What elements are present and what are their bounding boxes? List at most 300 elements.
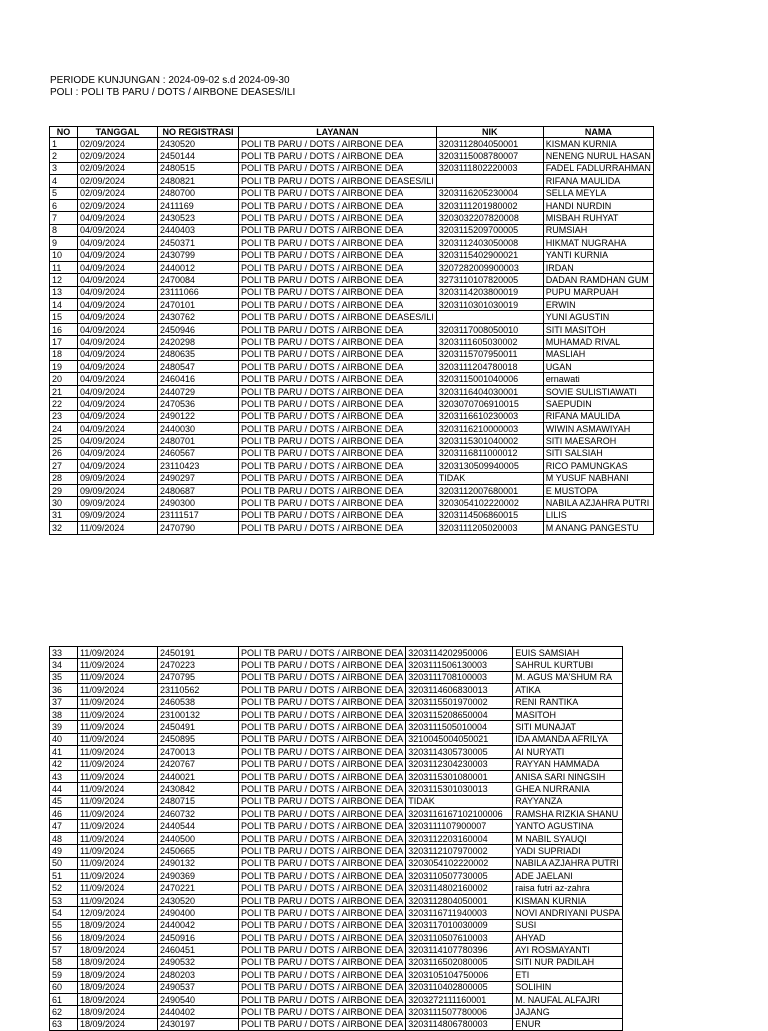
cell-no: 46 <box>50 808 78 820</box>
cell-no-registrasi: 23111066 <box>158 286 239 298</box>
cell-no: 38 <box>50 708 78 720</box>
cell-no-registrasi: 2420298 <box>158 336 239 348</box>
cell-no-registrasi: 2440729 <box>158 385 239 397</box>
table-row <box>50 894 623 906</box>
cell-no: 2 <box>50 150 78 162</box>
cell-no: 16 <box>50 323 78 335</box>
table-row <box>50 758 623 770</box>
cell-nama: GHEA NURRANIA <box>513 783 623 795</box>
cell-layanan: POLI TB PARU / DOTS / AIRBONE DEA <box>239 484 437 496</box>
cell-tanggal: 18/09/2024 <box>78 993 158 1005</box>
cell-no-registrasi: 2480700 <box>158 187 239 199</box>
cell-no-registrasi: 2430520 <box>158 894 239 906</box>
cell-no-registrasi: 2430197 <box>158 1018 239 1030</box>
cell-tanggal: 11/09/2024 <box>78 746 158 758</box>
cell-tanggal: 11/09/2024 <box>78 783 158 795</box>
cell-layanan: POLI TB PARU / DOTS / AIRBONE DEA <box>239 969 406 981</box>
cell-nik: 3203117008050010 <box>436 323 543 335</box>
cell-no-registrasi: 2440403 <box>158 224 239 236</box>
cell-no: 39 <box>50 721 78 733</box>
cell-no-registrasi: 2450491 <box>158 721 239 733</box>
cell-nik: 3210045004050021 <box>406 733 513 745</box>
cell-no-registrasi: 2480515 <box>158 162 239 174</box>
cell-layanan: POLI TB PARU / DOTS / AIRBONE DEA <box>239 981 406 993</box>
cell-tanggal: 11/09/2024 <box>78 845 158 857</box>
cell-layanan: POLI TB PARU / DOTS / AIRBONE DEA <box>239 522 437 534</box>
cell-no: 31 <box>50 509 78 521</box>
cell-nama: RAYYAN HAMMADA <box>513 758 623 770</box>
cell-layanan: POLI TB PARU / DOTS / AIRBONE DEA <box>239 931 406 943</box>
cell-no-registrasi: 2440042 <box>158 919 239 931</box>
cell-nik: 3203114806780003 <box>406 1018 513 1030</box>
cell-tanggal: 09/09/2024 <box>78 472 158 484</box>
cell-no: 7 <box>50 212 78 224</box>
cell-nama: MASLIAH <box>543 348 653 360</box>
header-no-registrasi: NO REGISTRASI <box>158 127 239 138</box>
table-row <box>50 460 654 472</box>
cell-nama: M NABIL SYAUQI <box>513 832 623 844</box>
cell-tanggal: 11/09/2024 <box>78 684 158 696</box>
cell-tanggal: 11/09/2024 <box>78 671 158 683</box>
cell-tanggal: 04/09/2024 <box>78 286 158 298</box>
cell-layanan: POLI TB PARU / DOTS / AIRBONE DEA <box>239 783 406 795</box>
table-row <box>50 162 654 174</box>
cell-tanggal: 11/09/2024 <box>78 721 158 733</box>
cell-layanan: POLI TB PARU / DOTS / AIRBONE DEA <box>239 746 406 758</box>
cell-layanan: POLI TB PARU / DOTS / AIRBONE DEA <box>239 882 406 894</box>
cell-no-registrasi: 2430799 <box>158 249 239 261</box>
header-nik: NIK <box>436 127 543 138</box>
cell-no: 43 <box>50 770 78 782</box>
cell-tanggal: 11/09/2024 <box>78 870 158 882</box>
cell-tanggal: 04/09/2024 <box>78 237 158 249</box>
cell-no: 55 <box>50 919 78 931</box>
cell-nama: RUMSIAH <box>543 224 653 236</box>
cell-layanan: POLI TB PARU / DOTS / AIRBONE DEA <box>239 435 437 447</box>
cell-nik: 3203112304230003 <box>406 758 513 770</box>
cell-nama: SITI MAESAROH <box>543 435 653 447</box>
cell-nama: MISBAH RUHYAT <box>543 212 653 224</box>
cell-no-registrasi: 2480203 <box>158 969 239 981</box>
cell-nik: 3203054102220002 <box>436 497 543 509</box>
cell-nama: NABILA AZJAHRA PUTRI <box>513 857 623 869</box>
cell-layanan: POLI TB PARU / DOTS / AIRBONE DEA <box>239 708 406 720</box>
cell-layanan: POLI TB PARU / DOTS / AIRBONE DEA <box>239 770 406 782</box>
cell-no: 53 <box>50 894 78 906</box>
cell-nik: 3203116610230003 <box>436 410 543 422</box>
cell-layanan: POLI TB PARU / DOTS / AIRBONE DEA <box>239 212 437 224</box>
table-row <box>50 733 623 745</box>
table-row <box>50 422 654 434</box>
cell-nik: 3203116502080005 <box>406 956 513 968</box>
cell-layanan: POLI TB PARU / DOTS / AIRBONE DEA <box>239 944 406 956</box>
cell-no-registrasi: 2420767 <box>158 758 239 770</box>
cell-no-registrasi: 23110562 <box>158 684 239 696</box>
cell-layanan: POLI TB PARU / DOTS / AIRBONE DEA <box>239 422 437 434</box>
cell-nama: ANISA SARI NINGSIH <box>513 770 623 782</box>
cell-no: 27 <box>50 460 78 472</box>
cell-nama: E MUSTOPA <box>543 484 653 496</box>
cell-nik: 3203115501970002 <box>406 696 513 708</box>
cell-no: 1 <box>50 138 78 150</box>
cell-nik: 3203112107970002 <box>406 845 513 857</box>
cell-tanggal: 09/09/2024 <box>78 509 158 521</box>
cell-layanan: POLI TB PARU / DOTS / AIRBONE DEA <box>239 274 437 286</box>
cell-nama: ENUR <box>513 1018 623 1030</box>
cell-no: 56 <box>50 931 78 943</box>
table-row <box>50 931 623 943</box>
header-nama: NAMA <box>543 127 653 138</box>
cell-nik: 3203114203800019 <box>436 286 543 298</box>
table-row <box>50 708 623 720</box>
cell-nik: 3203112007680001 <box>436 484 543 496</box>
cell-no: 9 <box>50 237 78 249</box>
cell-nama: DADAN RAMDHAN GUM <box>543 274 653 286</box>
table-row <box>50 956 623 968</box>
cell-nama: ETI <box>513 969 623 981</box>
cell-nama: JAJANG <box>513 1006 623 1018</box>
header-tanggal: TANGGAL <box>78 127 158 138</box>
cell-tanggal: 11/09/2024 <box>78 832 158 844</box>
cell-no: 42 <box>50 758 78 770</box>
cell-layanan: POLI TB PARU / DOTS / AIRBONE DEA <box>239 237 437 249</box>
cell-nama: RAMSHA RIZKIA SHANU <box>513 808 623 820</box>
cell-no-registrasi: 2480635 <box>158 348 239 360</box>
cell-nama: IRDAN <box>543 261 653 273</box>
cell-tanggal: 11/09/2024 <box>78 647 158 659</box>
cell-no-registrasi: 2470013 <box>158 746 239 758</box>
cell-nama: MASITOH <box>513 708 623 720</box>
cell-tanggal: 18/09/2024 <box>78 969 158 981</box>
cell-no: 37 <box>50 696 78 708</box>
cell-layanan: POLI TB PARU / DOTS / AIRBONE DEA <box>239 1018 406 1030</box>
cell-no-registrasi: 2430520 <box>158 138 239 150</box>
cell-no: 58 <box>50 956 78 968</box>
cell-layanan: POLI TB PARU / DOTS / AIRBONE DEASES/ILI <box>239 175 437 187</box>
cell-tanggal: 12/09/2024 <box>78 907 158 919</box>
cell-nik: 3203116205230004 <box>436 187 543 199</box>
cell-no-registrasi: 2480547 <box>158 361 239 373</box>
cell-nama: AHYAD <box>513 931 623 943</box>
cell-no-registrasi: 2450191 <box>158 647 239 659</box>
cell-tanggal: 09/09/2024 <box>78 484 158 496</box>
cell-nama: LILIS <box>543 509 653 521</box>
cell-tanggal: 11/09/2024 <box>78 808 158 820</box>
table-row <box>50 348 654 360</box>
cell-nik: 3203114107780396 <box>406 944 513 956</box>
cell-nama: YADI SUPRIADI <box>513 845 623 857</box>
cell-nik: 3203130509940005 <box>436 460 543 472</box>
table-row <box>50 212 654 224</box>
visit-table-1 <box>49 126 654 535</box>
cell-nik: 3203114606830013 <box>406 684 513 696</box>
cell-nama: HANDI NURDIN <box>543 199 653 211</box>
cell-nama: RIFANA MAULIDA <box>543 410 653 422</box>
cell-nama: SITI SALSIAH <box>543 447 653 459</box>
cell-no-registrasi: 2430842 <box>158 783 239 795</box>
cell-tanggal: 04/09/2024 <box>78 224 158 236</box>
cell-layanan: POLI TB PARU / DOTS / AIRBONE DEA <box>239 795 406 807</box>
cell-no-registrasi: 2480687 <box>158 484 239 496</box>
cell-nama: YANTO AGUSTINA <box>513 820 623 832</box>
cell-no: 26 <box>50 447 78 459</box>
table-row <box>50 237 654 249</box>
table-row <box>50 410 654 422</box>
cell-layanan: POLI TB PARU / DOTS / AIRBONE DEA <box>239 447 437 459</box>
visit-table-2 <box>49 646 623 1031</box>
cell-no: 23 <box>50 410 78 422</box>
table-row <box>50 274 654 286</box>
cell-no-registrasi: 23100132 <box>158 708 239 720</box>
table-row <box>50 187 654 199</box>
table-row <box>50 484 654 496</box>
table-row <box>50 981 623 993</box>
table-row <box>50 522 654 534</box>
header-no: NO <box>50 127 78 138</box>
cell-nama: M YUSUF NABHANI <box>543 472 653 484</box>
cell-no-registrasi: 2490132 <box>158 857 239 869</box>
cell-nik: 3203111201980002 <box>436 199 543 211</box>
cell-tanggal: 11/09/2024 <box>78 820 158 832</box>
table-row <box>50 373 654 385</box>
cell-nama: NOVI ANDRIYANI PUSPA <box>513 907 623 919</box>
cell-no-registrasi: 2490400 <box>158 907 239 919</box>
cell-nik: 3203032207820008 <box>436 212 543 224</box>
table-row <box>50 783 623 795</box>
cell-no: 19 <box>50 361 78 373</box>
table-row <box>50 845 623 857</box>
cell-no-registrasi: 2470790 <box>158 522 239 534</box>
table-row <box>50 870 623 882</box>
cell-layanan: POLI TB PARU / DOTS / AIRBONE DEA <box>239 162 437 174</box>
cell-nama: RAYYANZA <box>513 795 623 807</box>
cell-nik: 3203110507610003 <box>406 931 513 943</box>
cell-layanan: POLI TB PARU / DOTS / AIRBONE DEA <box>239 261 437 273</box>
cell-nik: TIDAK <box>406 795 513 807</box>
table-row <box>50 398 654 410</box>
cell-nama: SITI MASITOH <box>543 323 653 335</box>
table-row <box>50 993 623 1005</box>
table-row <box>50 820 623 832</box>
cell-no: 20 <box>50 373 78 385</box>
cell-nik: 3203116167102100006 <box>406 808 513 820</box>
cell-no-registrasi: 2411169 <box>158 199 239 211</box>
cell-nama: EUIS SAMSIAH <box>513 647 623 659</box>
cell-no-registrasi: 2490300 <box>158 497 239 509</box>
cell-layanan: POLI TB PARU / DOTS / AIRBONE DEA <box>239 696 406 708</box>
cell-no-registrasi: 2470084 <box>158 274 239 286</box>
cell-no-registrasi: 2480821 <box>158 175 239 187</box>
cell-nik: 3203115301030013 <box>406 783 513 795</box>
cell-no-registrasi: 2470221 <box>158 882 239 894</box>
cell-tanggal: 04/09/2024 <box>78 261 158 273</box>
cell-tanggal: 11/09/2024 <box>78 708 158 720</box>
cell-no: 62 <box>50 1006 78 1018</box>
cell-no: 15 <box>50 311 78 323</box>
table-row <box>50 509 654 521</box>
cell-tanggal: 02/09/2024 <box>78 150 158 162</box>
cell-no-registrasi: 2440012 <box>158 261 239 273</box>
cell-nik: 3203115402900021 <box>436 249 543 261</box>
cell-no: 24 <box>50 422 78 434</box>
cell-nik: 3203111205020003 <box>436 522 543 534</box>
cell-no: 28 <box>50 472 78 484</box>
cell-nik: TIDAK <box>436 472 543 484</box>
table-row <box>50 647 623 659</box>
cell-nik: 3203111204780018 <box>436 361 543 373</box>
cell-nama: M ANANG PANGESTU <box>543 522 653 534</box>
cell-tanggal: 04/09/2024 <box>78 447 158 459</box>
cell-nama: RIFANA MAULIDA <box>543 175 653 187</box>
cell-tanggal: 04/09/2024 <box>78 435 158 447</box>
cell-tanggal: 04/09/2024 <box>78 299 158 311</box>
table-row <box>50 944 623 956</box>
cell-no: 63 <box>50 1018 78 1030</box>
table-row <box>50 435 654 447</box>
cell-layanan: POLI TB PARU / DOTS / AIRBONE DEA <box>239 336 437 348</box>
cell-layanan: POLI TB PARU / DOTS / AIRBONE DEA <box>239 832 406 844</box>
cell-nik: 3203116404030001 <box>436 385 543 397</box>
cell-no: 44 <box>50 783 78 795</box>
cell-nik: 3203111506130003 <box>406 659 513 671</box>
cell-no-registrasi: 2490537 <box>158 981 239 993</box>
cell-tanggal: 11/09/2024 <box>78 522 158 534</box>
table-row <box>50 808 623 820</box>
cell-tanggal: 11/09/2024 <box>78 882 158 894</box>
cell-nik: 3203110507730005 <box>406 870 513 882</box>
cell-nik: 3203111507780006 <box>406 1006 513 1018</box>
cell-layanan: POLI TB PARU / DOTS / AIRBONE DEA <box>239 472 437 484</box>
cell-nama: SAEPUDIN <box>543 398 653 410</box>
table-row <box>50 336 654 348</box>
cell-layanan: POLI TB PARU / DOTS / AIRBONE DEA <box>239 361 437 373</box>
cell-nama: SITI MUNAJAT <box>513 721 623 733</box>
cell-layanan: POLI TB PARU / DOTS / AIRBONE DEA <box>239 497 437 509</box>
cell-no-registrasi: 2440500 <box>158 832 239 844</box>
cell-no: 3 <box>50 162 78 174</box>
table-row <box>50 361 654 373</box>
cell-layanan: POLI TB PARU / DOTS / AIRBONE DEA <box>239 993 406 1005</box>
cell-nama: IDA AMANDA AFRILYA <box>513 733 623 745</box>
cell-tanggal: 11/09/2024 <box>78 659 158 671</box>
cell-nama: M. NAUFAL ALFAJRI <box>513 993 623 1005</box>
cell-no-registrasi: 2480715 <box>158 795 239 807</box>
cell-nik: 3203116711940003 <box>406 907 513 919</box>
cell-layanan: POLI TB PARU / DOTS / AIRBONE DEA <box>239 249 437 261</box>
poli-name: POLI : POLI TB PARU / DOTS / AIRBONE DEASES/ILI <box>50 87 296 98</box>
cell-no-registrasi: 2430762 <box>158 311 239 323</box>
table-row <box>50 659 623 671</box>
cell-tanggal: 11/09/2024 <box>78 733 158 745</box>
table-row <box>50 969 623 981</box>
cell-nama: KISMAN KURNIA <box>513 894 623 906</box>
cell-tanggal: 18/09/2024 <box>78 919 158 931</box>
cell-nama: ernawati <box>543 373 653 385</box>
cell-tanggal: 18/09/2024 <box>78 981 158 993</box>
cell-layanan: POLI TB PARU / DOTS / AIRBONE DEA <box>239 460 437 472</box>
cell-no-registrasi: 2450665 <box>158 845 239 857</box>
table-row <box>50 224 654 236</box>
cell-tanggal: 04/09/2024 <box>78 410 158 422</box>
cell-no: 49 <box>50 845 78 857</box>
cell-no-registrasi: 2440021 <box>158 770 239 782</box>
cell-no: 25 <box>50 435 78 447</box>
table-row <box>50 150 654 162</box>
cell-layanan: POLI TB PARU / DOTS / AIRBONE DEA <box>239 919 406 931</box>
table-row <box>50 447 654 459</box>
cell-nama: AI NURYATI <box>513 746 623 758</box>
cell-no: 22 <box>50 398 78 410</box>
table-row <box>50 1006 623 1018</box>
cell-no-registrasi: 2450144 <box>158 150 239 162</box>
cell-nik: 3203115008780007 <box>436 150 543 162</box>
cell-layanan: POLI TB PARU / DOTS / AIRBONE DEA <box>239 286 437 298</box>
cell-tanggal: 04/09/2024 <box>78 323 158 335</box>
cell-layanan: POLI TB PARU / DOTS / AIRBONE DEA <box>239 150 437 162</box>
cell-no-registrasi: 2490122 <box>158 410 239 422</box>
cell-tanggal: 11/09/2024 <box>78 770 158 782</box>
cell-no: 54 <box>50 907 78 919</box>
cell-nama: NENENG NURUL HASAN <box>543 150 653 162</box>
table-row <box>50 311 654 323</box>
cell-nik: 3203272111160001 <box>406 993 513 1005</box>
cell-layanan: POLI TB PARU / DOTS / AIRBONE DEA <box>239 199 437 211</box>
table-row <box>50 299 654 311</box>
cell-tanggal: 11/09/2024 <box>78 696 158 708</box>
cell-no-registrasi: 2470223 <box>158 659 239 671</box>
table-row <box>50 199 654 211</box>
table-header-row <box>50 127 654 138</box>
cell-nik: 3203112804050001 <box>436 138 543 150</box>
cell-layanan: POLI TB PARU / DOTS / AIRBONE DEA <box>239 907 406 919</box>
cell-layanan: POLI TB PARU / DOTS / AIRBONE DEA <box>239 187 437 199</box>
cell-nama: YANTI KURNIA <box>543 249 653 261</box>
cell-tanggal: 02/09/2024 <box>78 162 158 174</box>
cell-no: 36 <box>50 684 78 696</box>
cell-no: 11 <box>50 261 78 273</box>
cell-tanggal: 04/09/2024 <box>78 212 158 224</box>
cell-nik: 3203111107900007 <box>406 820 513 832</box>
cell-nik: 3203110301030019 <box>436 299 543 311</box>
cell-no-registrasi: 23110423 <box>158 460 239 472</box>
cell-layanan: POLI TB PARU / DOTS / AIRBONE DEA <box>239 647 406 659</box>
cell-nik: 3203105104750006 <box>406 969 513 981</box>
cell-no: 21 <box>50 385 78 397</box>
table-row <box>50 770 623 782</box>
cell-no-registrasi: 2460451 <box>158 944 239 956</box>
cell-no: 12 <box>50 274 78 286</box>
cell-no: 33 <box>50 647 78 659</box>
cell-tanggal: 04/09/2024 <box>78 311 158 323</box>
cell-nik: 3203115208650004 <box>406 708 513 720</box>
cell-no-registrasi: 2430523 <box>158 212 239 224</box>
cell-layanan: POLI TB PARU / DOTS / AIRBONE DEA <box>239 721 406 733</box>
cell-nik: 3203111605030002 <box>436 336 543 348</box>
table-row <box>50 746 623 758</box>
cell-nik: 3203115301080001 <box>406 770 513 782</box>
cell-nama: UGAN <box>543 361 653 373</box>
table-row <box>50 261 654 273</box>
cell-nik: 3203115301040002 <box>436 435 543 447</box>
cell-layanan: POLI TB PARU / DOTS / AIRBONE DEA <box>239 348 437 360</box>
table-row <box>50 286 654 298</box>
cell-layanan: POLI TB PARU / DOTS / AIRBONE DEA <box>239 299 437 311</box>
cell-tanggal: 18/09/2024 <box>78 931 158 943</box>
cell-nik: 3203112203160004 <box>406 832 513 844</box>
table-row <box>50 497 654 509</box>
cell-nama: WIWIN ASMAWIYAH <box>543 422 653 434</box>
cell-tanggal: 18/09/2024 <box>78 944 158 956</box>
